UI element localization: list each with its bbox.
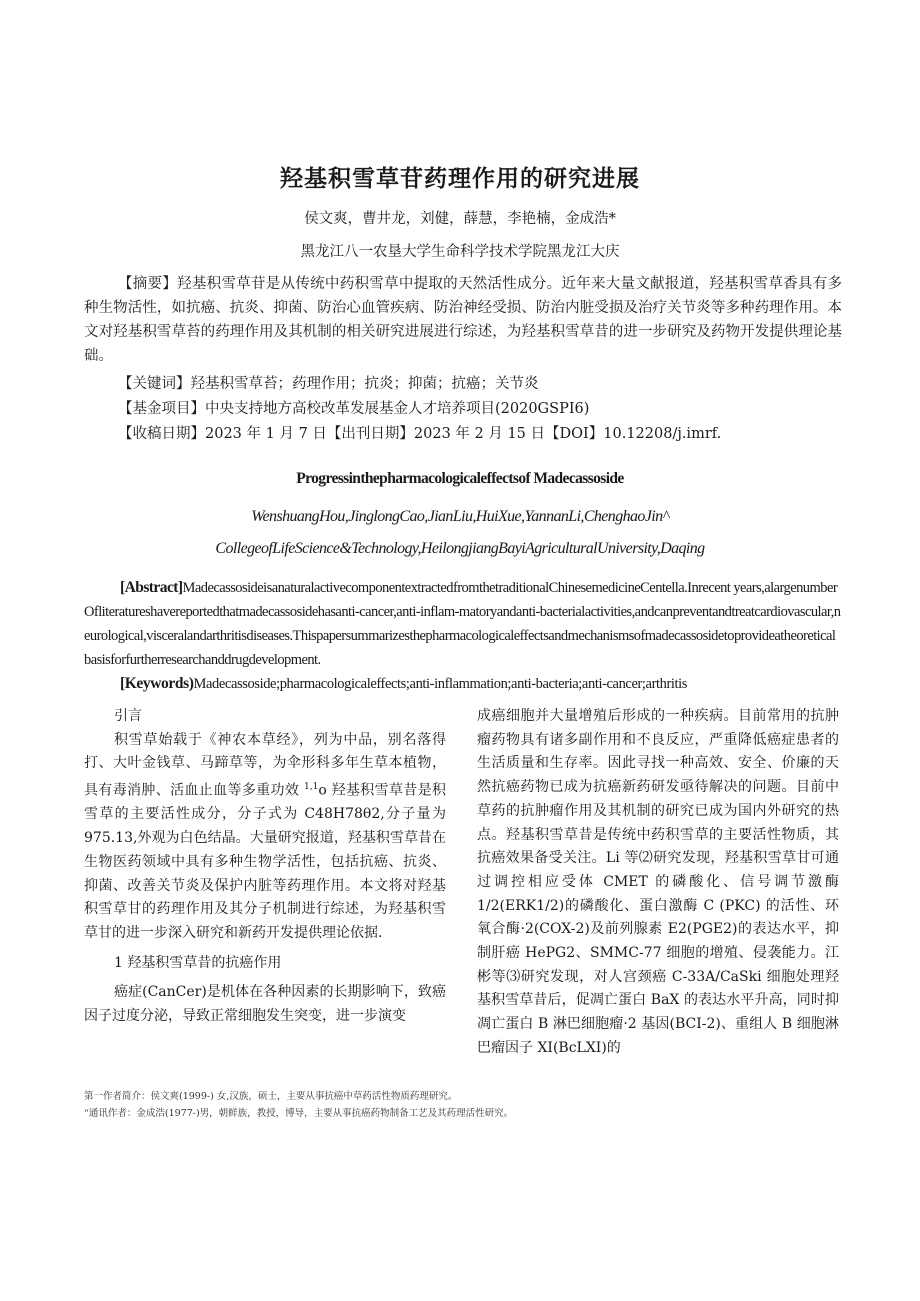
- abstract-en-label: [Abstract]: [120, 579, 183, 596]
- keywords-en-label: [Keywords): [120, 675, 194, 692]
- body-text: 积雪草始载于《神农本草经》，列为中品，别名落得打、大叶金钱草、马蹄草等，为伞形科多年生草本植物，具有毒消肿、活血止血等多重功效: [84, 731, 446, 799]
- body-paragraph: [84, 729, 446, 946]
- footnotes: [84, 1088, 842, 1122]
- affiliation: 黑龙江八一农垦大学生命科学技术学院黑龙江大庆: [300, 244, 620, 260]
- abstract-zh: 【摘要】羟基积雪草苷是从传统中药积雪草中提取的天然活性成分。近年来大量文献报道，羟基积雪草香具有多种生物活性，如抗癌、抗炎、抑菌、防治心血管疾病、防治神经受损、防治内脏受损及治疗关节炎等多种药理作用。本文对羟基积雪草苔的药理作用及其机制的相关研究进展进行综述，为羟基积雪草昔的进一步研究及药物开发提供理论基础。: [84, 276, 842, 364]
- footnote-first-author: 第一作者简介：侯文爽(1999-) 女,汉族，硕士，主要从事抗癌中草药活性物质药理研究。: [84, 1091, 458, 1102]
- body-column-right: [477, 705, 839, 1061]
- keywords-en-text: Madecassoside;pharmacologicaleffects;anti-inflammation;anti-bacteria;anti-cancer;arthritis: [193, 676, 688, 692]
- footnote-corresponding-author: “通讯作者：金成浩(1977-)男，朝鲜族，教授，博导，主要从事抗癌药物制备工艺及其药理活性研究。: [84, 1108, 514, 1119]
- citation-marker: 1,1: [304, 782, 319, 793]
- body-paragraph: 癌症(CanCer)是机体在各种因素的长期影响下，致癌因子过度分泌，导致正常细胞发生突变，进一步演变: [84, 984, 446, 1025]
- author-list-en: WenshuangHou,JinglongCao,JianLiu,HuiXue,YannanLi,ChenghaoJin^: [251, 508, 669, 525]
- keywords-zh: 【关键词】羟基积雪草苔；药理作用；抗炎；抑菌；抗癌；关节炎: [118, 376, 539, 392]
- section-heading-intro: 引言: [114, 708, 142, 724]
- fund-project-zh: 【基金项目】中央支持地方高校改革发展基金人才培养项目(2020GSPI6): [118, 401, 590, 417]
- body-column-left: [84, 705, 446, 1029]
- dates-doi-zh: 【收稿日期】2023 年 1 月 7 日【出刊日期】2023 年 2 月 15 日【DOI】10.12208/j.imrf.: [118, 426, 722, 442]
- paper-title: 羟基积雪草苷药理作用的研究进展: [280, 166, 640, 192]
- abstract-en-text: MadecassosideisanaturalactivecomponentextractedfromthetraditionalChinesemedicineCentella.Inrecent years,alargenumberOfliteratureshavereportedthatmadecassosidehasanti-cancer,anti-inflam-matoryandanti-bacterialactivities,andcanpreventandtreatcardiovascular,neurological,visceralandarthritisdiseases.Thispapersummarizesthepharmacologicaleffectsandmechanismsofmadecassosidetoprovideatheoreticalbasisforfurtherresearchanddrugdevelopment.: [84, 580, 841, 668]
- body-text: o 羟基积雪草昔是积雪草的主要活性成分，分子式为 C48H78θ2,分子量为 975.13,外观为白色结晶。大量研究报道，羟基积雪草昔在生物医药领域中具有多种生物学活性，包括抗癌、抗炎、抑菌、改善关节炎及保护内脏等药理作用。本文将对羟基积雪草甘的药理作用及其分子机制进行综述，为羟基积雪草甘的进一步深入研究和新药开发提供理论依据.: [84, 782, 447, 941]
- affiliation-en: CollegeofLifeScience&Technology,HeilongjiangBayiAgriculturalUniversity,Daqing: [215, 540, 705, 557]
- body-paragraph: 成癌细胞并大量增殖后形成的一种疾病。目前常用的抗肿瘤药物具有诸多副作用和不良反应，严重降低癌症患者的生活质量和生存率。因此寻找一种高效、安全、价廉的天然抗癌药物已成为抗癌新药研发亟待解决的问题。目前中草药的抗肿瘤作用及其机制的研究已成为国内外研究的热点。羟基积雪草昔是传统中药积雪草的主要活性物质，其抗癌效果备受关注。Li 等⑵研究发现，羟基积雪草甘可通过调控相应受体 CMET 的磷酸化、信号调节激酶 1/2(ERK1/2)的磷酸化、蛋白激酶 C (PKC) 的活性、环氧合酶·2(COX-2)及前列腺素 E2(PGE2)的表达水平，抑制肝癌 HePG2、SMMC-77 细胞的增殖、侵袭能力。江彬等⑶研究发现，对人宫颈癌 C-33A/CaSki 细胞处理羟基积雪草昔后，促凋亡蛋白 BaX 的表达水平升高，同时抑凋亡蛋白 B 淋巴细胞瘤·2 基因(BCI-2)、重组人 B 细胞淋巴瘤因子 XI(BcLXI)的: [477, 708, 839, 1056]
- abstract-en: [84, 576, 842, 672]
- keywords-en: [120, 675, 842, 693]
- paper-title-en: Progressinthepharmacologicaleffectsof Madecassoside: [296, 470, 624, 487]
- author-list: 侯文爽，曹井龙，刘健，薛慧，李艳楠，金成浩*: [304, 211, 616, 227]
- section-heading-1: 1 羟基积雪草昔的抗癌作用: [114, 954, 282, 971]
